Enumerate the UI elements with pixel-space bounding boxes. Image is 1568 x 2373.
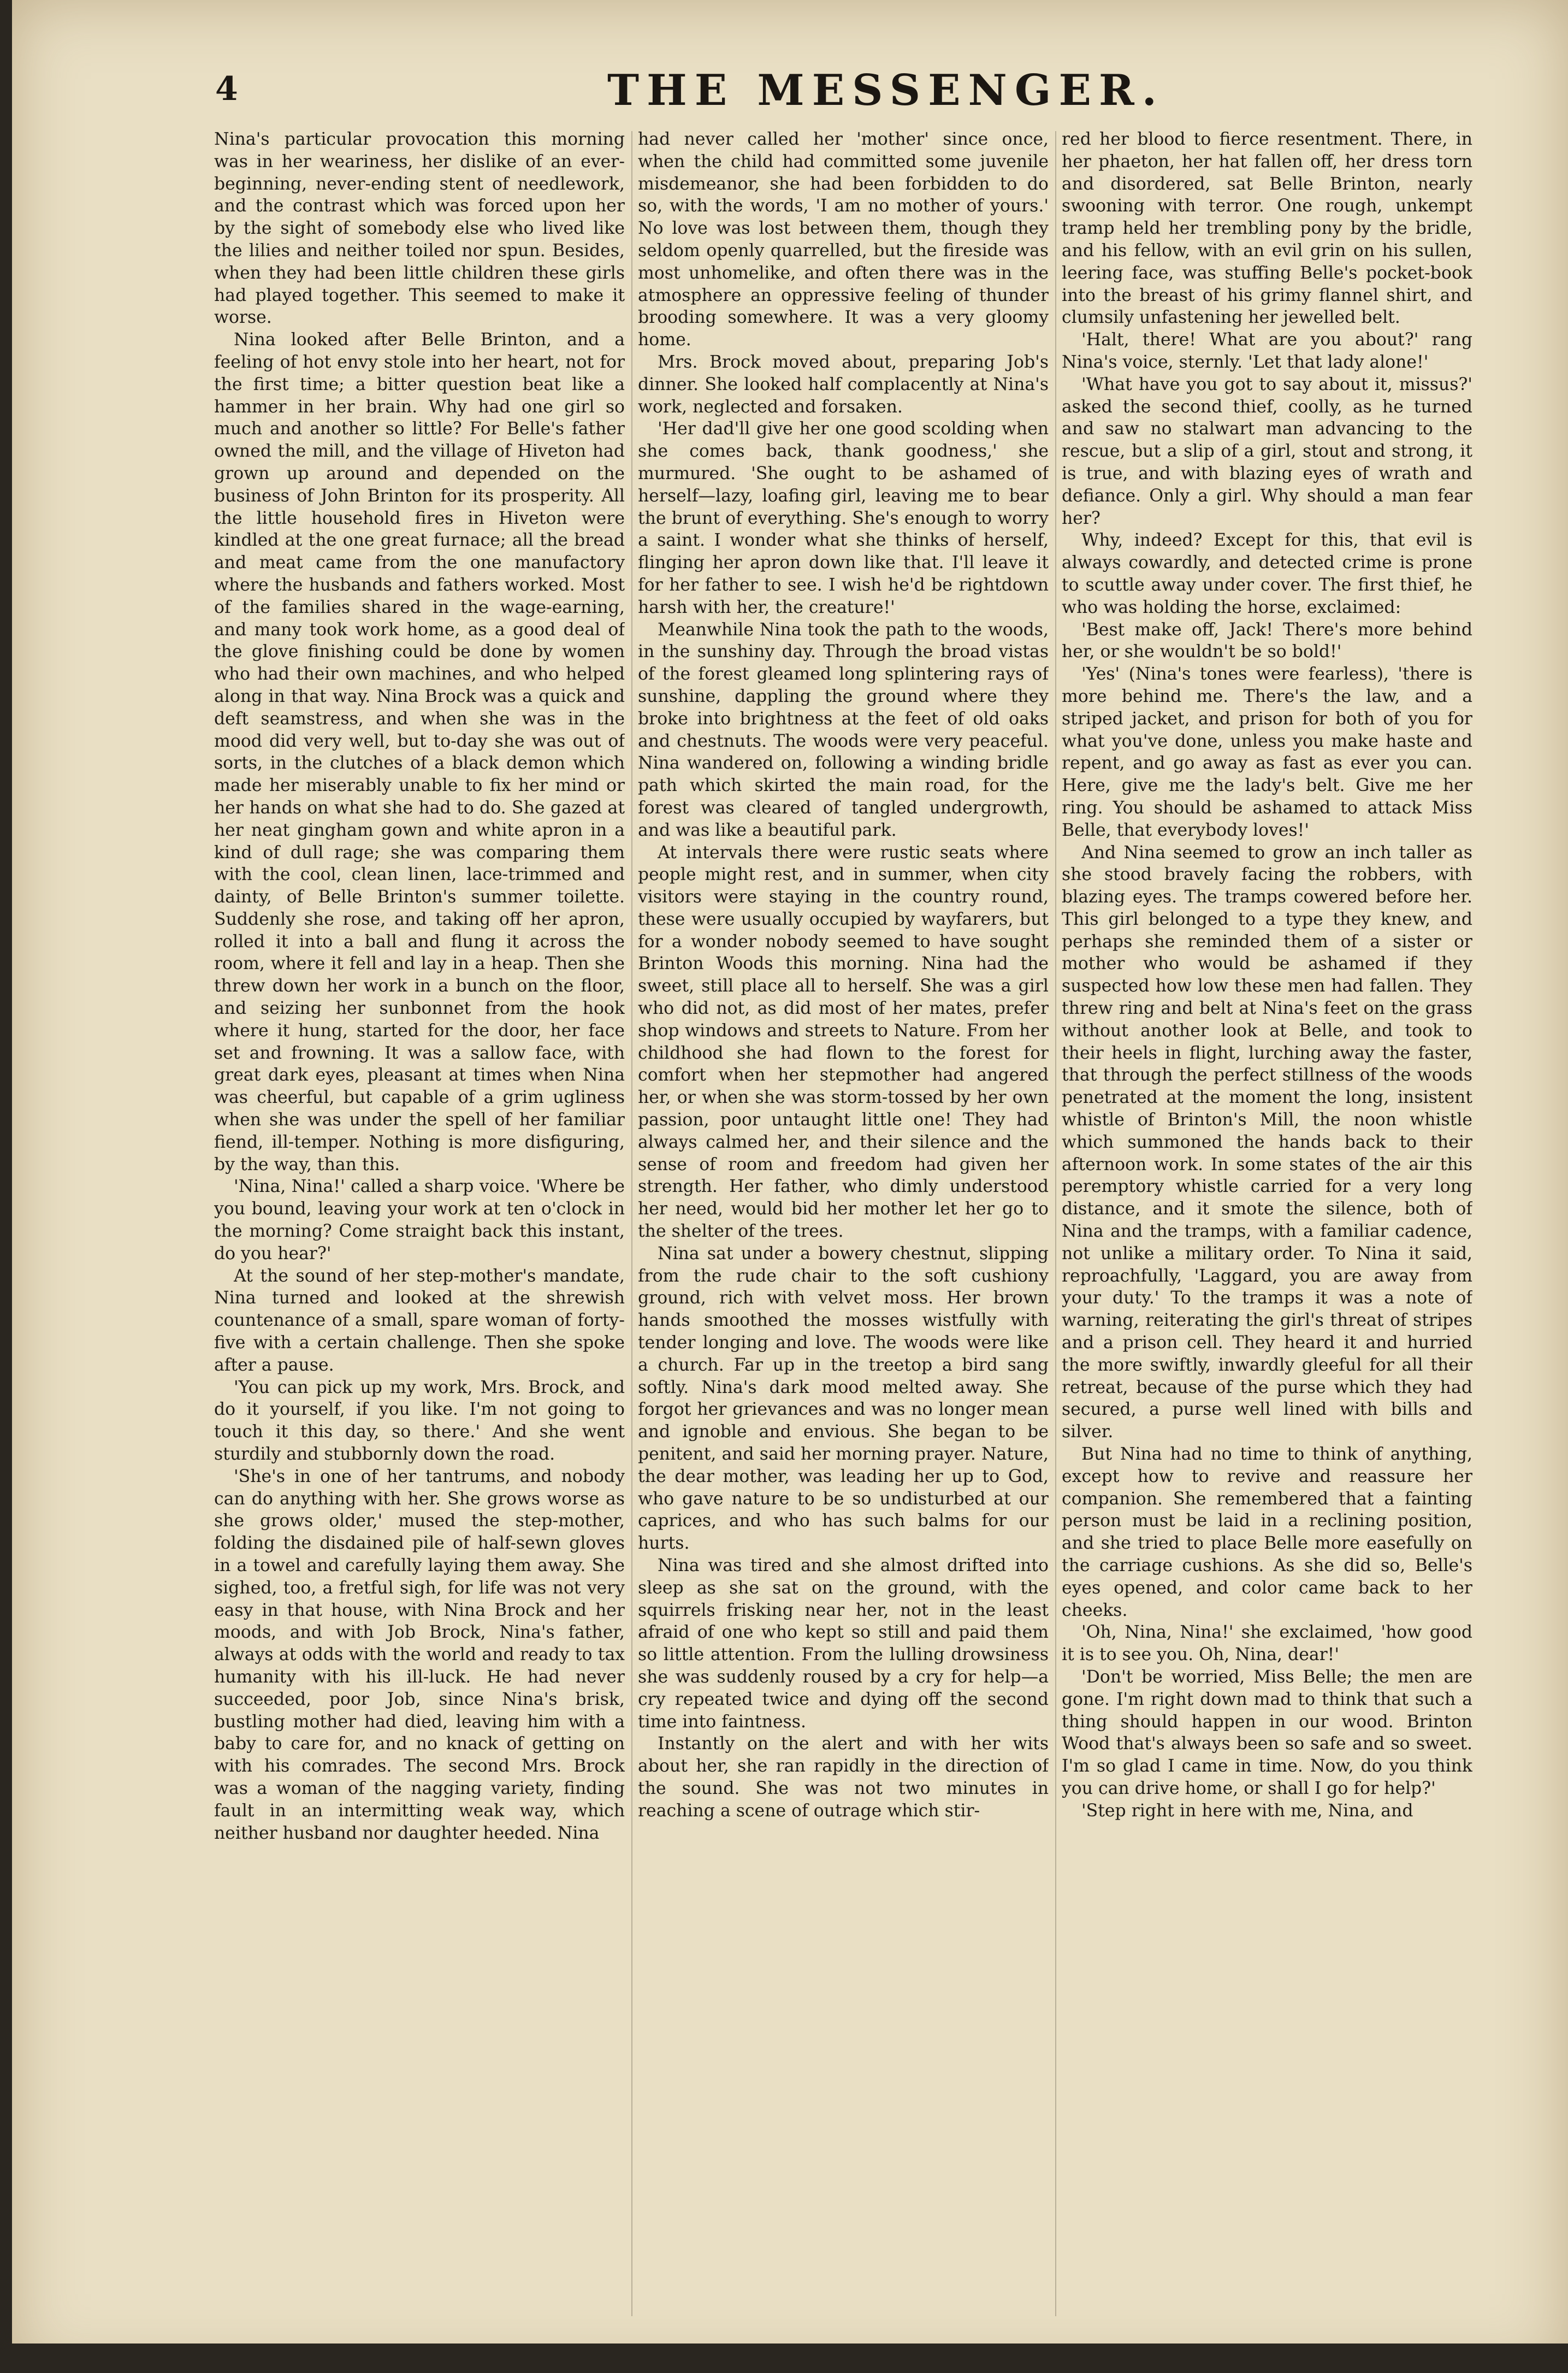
article-paragraph: 'Yes' (Nina's tones were fearless), 'there is more behind me. There's the law, and a striped jacket, and prison for both of you for what you've done, unless you make haste and repent, and go away as fast as ever you can. Here, give me the lady's belt. Give me her ring. You should be ashamed to attack Miss Belle, that everybody loves!' <box>1062 664 1472 840</box>
article-paragraph: red her blood to fierce resentment. There, in her phaeton, her hat fallen off, her dress torn and disordered, sat Belle Brinton, nearly swooning with terror. One rough, unkempt tramp held her trembling pony by the bridle, and his fellow, with an evil grin on his sullen, leering face, was stuffing Belle's pocket-book into the breast of his grimy flannel shirt, and clumsily unfastening her jewelled belt. <box>1062 129 1472 328</box>
article-paragraph: 'Her dad'll give her one good scolding when she comes back, thank goodness,' she murmured. 'She ought to be ashamed of herself—lazy, loafing girl, leaving me to bear the brunt of everything. She's enough to worry a saint. I wonder what she thinks of herself, flinging her apron down like that. I'll leave it for her father to see. I wish he'd be rightdown harsh with her, the creature!' <box>638 419 1049 617</box>
article-paragraph: Nina looked after Belle Brinton, and a feeling of hot envy stole into her heart, not for the first time; a bitter question beat like a hammer in her brain. Why had one girl so much and another so little? For Belle's father owned the mill, and the village of Hiveton had grown up around and depended on the business of John Brinton for its prosperity. All the little household fires in Hiveton were kindled at the one great furnace; all the bread and meat came from the one manufactory where the husbands and fathers worked. Most of the families shared in the wage-earning, and many took work home, as a good deal of the glove finishing could be done by women who had their own machines, and who helped along in that way. Nina Brock was a quick and deft seamstress, and when she was in the mood did very well, but to-day she was out of sorts, in the clutches of a black demon which made her miserably unable to fix her mind or her hands on what she had to do. She gazed at her neat gingham gown and white apron in a kind of dull rage; she was comparing them with the cool, clean linen, lace-trimmed and dainty, of Belle Brinton's summer toilette. Suddenly she rose, and taking off her apron, rolled it into a ball and flung it across the room, where it fell and lay in a heap. Then she threw down her work in a bunch on the floor, and seizing her sunbonnet from the hook where it hung, started for the door, her face set and frowning. It was a sallow face, with great dark eyes, pleasant at times when Nina was cheerful, but capable of a grim ugliness when she was under the spell of her familiar fiend, ill-temper. Nothing is more disfiguring, by the way, than this. <box>214 330 625 1174</box>
masthead-title: THE MESSENGER. <box>607 66 1164 115</box>
article-paragraph: 'You can pick up my work, Mrs. Brock, and do it yourself, if you like. I'm not going to touch it this day, so there.' And she went sturdily and stubbornly down the road. <box>214 1377 625 1465</box>
newspaper-page <box>12 0 1568 2373</box>
page-bottom-edge <box>12 2344 1568 2373</box>
article-paragraph: 'What have you got to say about it, missus?' asked the second thief, coolly, as he turned and saw no stalwart man advancing to the rescue, but a slip of a girl, stout and strong, it is true, and with blazing eyes of wrath and defiance. Only a girl. Why should a man fear her? <box>1062 374 1472 528</box>
article-paragraph: Why, indeed? Except for this, that evil is always cowardly, and detected crime is prone to scuttle away under cover. The first thief, he who was holding the horse, exclaimed: <box>1062 530 1472 617</box>
article-paragraph: 'Best make off, Jack! There's more behind her, or she wouldn't be so bold!' <box>1062 619 1472 662</box>
page-header <box>12 66 1568 115</box>
article-paragraph: 'Nina, Nina!' called a sharp voice. 'Where be you bound, leaving your work at ten o'clock in the morning? Come straight back this instant, do you hear?' <box>214 1177 625 1264</box>
article-paragraph: At intervals there were rustic seats where people might rest, and in summer, when city visitors were staying in the country round, these were usually occupied by wayfarers, but for a wonder nobody seemed to have sought Brinton Woods this morning. Nina had the sweet, still place all to herself. She was a girl who did not, as did most of her mates, prefer shop windows and streets to Nature. From her childhood she had flown to the forest for comfort when her stepmother had angered her, or when she was storm-tossed by her own passion, poor untaught little one! They had always calmed her, and their silence and the sense of room and freedom had given her strength. Her father, who dimly understood her need, would bid her mother let her go to the shelter of the trees. <box>638 842 1049 1242</box>
article-paragraph: Instantly on the alert and with her wits about her, she ran rapidly in the direction of the sound. She was not two minutes in reaching a scene of outrage which stir- <box>638 1734 1049 1821</box>
article-paragraph: 'Don't be worried, Miss Belle; the men are gone. I'm right down mad to think that such a thing should happen in our wood. Brinton Wood that's always been so safe and so sweet. I'm so glad I came in time. Now, do you think you can drive home, or shall I go for help?' <box>1062 1667 1472 1798</box>
article-column-1 <box>214 128 625 2330</box>
article-paragraph: 'Oh, Nina, Nina!' she exclaimed, 'how good it is to see you. Oh, Nina, dear!' <box>1062 1622 1472 1665</box>
article-paragraph: Mrs. Brock moved about, preparing Job's dinner. She looked half complacently at Nina's work, neglected and forsaken. <box>638 352 1049 417</box>
article-column-2 <box>638 128 1049 2330</box>
article-paragraph: Nina sat under a bowery chestnut, slipping from the rude chair to the soft cushiony ground, rich with velvet moss. Her brown hands smoothed the mosses wistfully with tender longing and love. The woods were like a church. Far up in the treetop a bird sang softly. Nina's dark mood melted away. She forgot her grievances and was no longer mean and ignoble and envious. She began to be penitent, and said her morning prayer. Nature, the dear mother, was leading her up to God, who gave nature to be so undisturbed at our caprices, and who has such balms for our hurts. <box>638 1243 1049 1554</box>
article-paragraph: Meanwhile Nina took the path to the woods, in the sunshiny day. Through the broad vistas of the forest gleamed long splintering rays of sunshine, dappling the ground where they broke into brightness at the feet of old oaks and chestnuts. The woods were very peaceful. Nina wandered on, following a winding bridle path which skirted the main road, for the forest was cleared of tangled undergrowth, and was like a beautiful park. <box>638 619 1049 840</box>
page-number: 4 <box>215 70 238 108</box>
article-paragraph: 'She's in one of her tantrums, and nobody can do anything with her. She grows worse as she grows older,' mused the step-mother, folding the disdained pile of half-sewn gloves in a towel and carefully laying them away. She sighed, too, a fretful sigh, for life was not very easy in that house, with Nina Brock and her moods, and with Job Brock, Nina's father, always at odds with the world and ready to tax humanity with his ill-luck. He had never succeeded, poor Job, since Nina's brisk, bustling mother had died, leaving him with a baby to care for, and no knack of getting on with his comrades. The second Mrs. Brock was a woman of the nagging variety, finding fault in an intermitting weak way, which neither husband nor daughter heeded. Nina <box>214 1466 625 1843</box>
article-paragraph: 'Step right in here with me, Nina, and <box>1081 1801 1413 1821</box>
article-columns <box>214 128 1481 2330</box>
article-paragraph: At the sound of her step-mother's mandate, Nina turned and looked at the shrewish countenance of a small, spare woman of forty-five with a certain challenge. Then she spoke after a pause. <box>214 1266 625 1375</box>
article-paragraph: But Nina had no time to think of anything, except how to revive and reassure her companion. She remembered that a fainting person must be laid in a reclining position, and she tried to place Belle more easefully on the carriage cushions. As she did so, Belle's eyes opened, and color came back to her cheeks. <box>1062 1444 1472 1620</box>
article-column-3 <box>1062 128 1472 2330</box>
article-paragraph: 'Halt, there! What are you about?' rang Nina's voice, sternly. 'Let that lady alone!' <box>1062 330 1472 372</box>
article-paragraph: had never called her 'mother' since once, when the child had committed some juvenile misdemeanor, she had been forbidden to do so, with the words, 'I am no mother of yours.' No love was lost between them, though they seldom openly quarrelled, but the fireside was most unhomelike, and often there was in the atmosphere an oppressive feeling of thunder brooding somewhere. It was a very gloomy home. <box>638 129 1049 350</box>
article-paragraph: And Nina seemed to grow an inch taller as she stood bravely facing the robbers, with blazing eyes. The tramps cowered before her. This girl belonged to a type they knew, and perhaps she reminded them of a sister or mother who would be ashamed if they suspected how low these men had fallen. They threw ring and belt at Nina's feet on the grass without another look at Belle, and took to their heels in flight, lurching away the faster, that through the perfect stillness of the woods penetrated at the moment the long, insistent whistle of Brinton's Mill, the noon whistle which summoned the hands back to their afternoon work. In some states of the air this peremptory whistle carried for a very long distance, and it smote the silence, both of Nina and the tramps, with a familiar cadence, not unlike a military order. To Nina it said, reproachfully, 'Laggard, you are away from your duty.' To the tramps it was a note of warning, reiterating the girl's threat of stripes and a prison cell. They heard it and hurried the more swiftly, inwardly gleeful for all their retreat, because of the purse which they had secured, a purse well lined with bills and silver. <box>1062 842 1472 1442</box>
article-paragraph: Nina was tired and she almost drifted into sleep as she sat on the ground, with the squirrels frisking near her, not in the least afraid of one who kept so still and paid them so little attention. From the lulling drowsiness she was suddenly roused by a cry for help—a cry repeated twice and dying off the second time into faintness. <box>638 1556 1049 1732</box>
article-paragraph: Nina's particular provocation this morning was in her weariness, her dislike of an ever-beginning, never-ending stent of needlework, and the contrast which was forced upon her by the sight of somebody else who lived like the lilies and neither toiled nor spun. Besides, when they had been little children these girls had played together. This seemed to make it worse. <box>214 129 625 328</box>
